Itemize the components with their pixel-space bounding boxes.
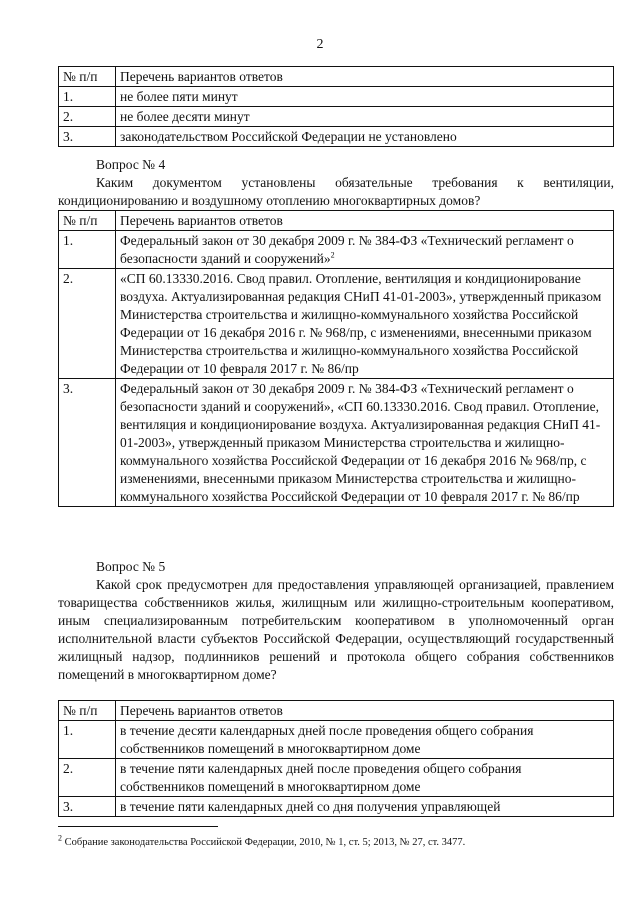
table-row	[59, 797, 614, 817]
header-num: № п/п	[59, 67, 116, 87]
answer-text: не более пяти минут	[116, 87, 614, 107]
answer-num: 3.	[59, 797, 116, 817]
question-4-title: Вопрос № 4	[96, 157, 166, 172]
table-header-row	[59, 67, 614, 87]
header-title: Перечень вариантов ответов	[116, 211, 614, 231]
question-4-text: Каким документом установлены обязательные требования к вентиляции, кондиционированию и воздушному отоплению многоквартирных домов?	[58, 175, 614, 208]
answer-text: Федеральный закон от 30 декабря 2009 г. № 384-ФЗ «Технический регламент о безопасности зданий и сооружений», «СП 60.13330.2016. Свод правил. Отопление, вентиляция и кондиционирование воздуха. Актуализированная редакция СНиП 41-01-2003», утвержденный приказом Министерства строительства и жилищно-коммунального хозяйства Российской Федерации от 16 декабря 2016 № 968/пр, с изменениями, внесенными приказом Министерства строительства и жилищно-коммунального хозяйства Российской Федерации от 10 февраля 2017 г. № 86/пр	[116, 379, 614, 507]
footnote-text: Собрание законодательства Российской Федерации, 2010, № 1, ст. 5; 2013, № 27, ст. 3477.	[64, 837, 466, 848]
table-row	[59, 379, 614, 507]
answer-num: 2.	[59, 759, 116, 797]
footnote-mark: 2	[58, 833, 62, 843]
table-row	[59, 721, 614, 759]
page-number: 2	[316, 37, 324, 52]
question-5-text: Какой срок предусмотрен для предоставления управляющей организацией, правлением товарищества собственников жилья, жилищным или жилищно-строительным кооперативом, иным специализированным потребительским кооперативом в уполномоченный орган исполнительной власти субъектов Российской Федерации, осуществляющий государственный жилищный надзор, подлинников решений и протокола общего собрания собственников помещений в многоквартирном доме?	[58, 577, 614, 682]
table-row	[59, 127, 614, 147]
answer-num: 1.	[59, 87, 116, 107]
table-header-row	[59, 211, 614, 231]
header-num: № п/п	[59, 701, 116, 721]
answer-text: в течение пяти календарных дней после проведения общего собрания собственников помещений в многоквартирном доме	[116, 759, 614, 797]
answer-num: 2.	[59, 269, 116, 379]
table-header-row	[59, 701, 614, 721]
footnote-ref: 2	[330, 250, 335, 260]
answer-num: 2.	[59, 107, 116, 127]
table-row	[59, 231, 614, 269]
answer-num: 1.	[59, 721, 116, 759]
answer-text: не более десяти минут	[116, 107, 614, 127]
answer-num: 3.	[59, 379, 116, 507]
footnote	[58, 833, 618, 849]
answer-text: «СП 60.13330.2016. Свод правил. Отопление, вентиляция и кондиционирование воздуха. Актуализированная редакция СНиП 41-01-2003», утвержденный приказом Министерства строительства и жилищно-коммунального хозяйства Российской Федерации от 16 декабря 2016 г. № 968/пр, с изменениями, внесенными приказом Министерства строительства и жилищно-коммунального хозяйства Российской Федерации от 10 февраля 2017 г. № 86/пр	[116, 269, 614, 379]
table-row	[59, 87, 614, 107]
header-title: Перечень вариантов ответов	[116, 67, 614, 87]
answer-text: в течение пяти календарных дней со дня получения управляющей	[116, 797, 614, 817]
table-row	[59, 759, 614, 797]
q4-answers-table	[58, 210, 614, 507]
footnote-separator	[58, 826, 218, 827]
answer-num: 1.	[59, 231, 116, 269]
table-row	[59, 107, 614, 127]
q3-answers-table	[58, 66, 614, 147]
q5-answers-table	[58, 700, 614, 817]
header-title: Перечень вариантов ответов	[116, 701, 614, 721]
answer-text: законодательством Российской Федерации не установлено	[116, 127, 614, 147]
table-row	[59, 269, 614, 379]
answer-num: 3.	[59, 127, 116, 147]
answer-text: в течение десяти календарных дней после проведения общего собрания собственников помещений в многоквартирном доме	[116, 721, 614, 759]
answer-text	[116, 231, 614, 269]
header-num: № п/п	[59, 211, 116, 231]
question-5-title: Вопрос № 5	[96, 559, 166, 574]
answer-text-body: Федеральный закон от 30 декабря 2009 г. № 384-ФЗ «Технический регламент о безопасности зданий и сооружений»	[120, 233, 574, 266]
